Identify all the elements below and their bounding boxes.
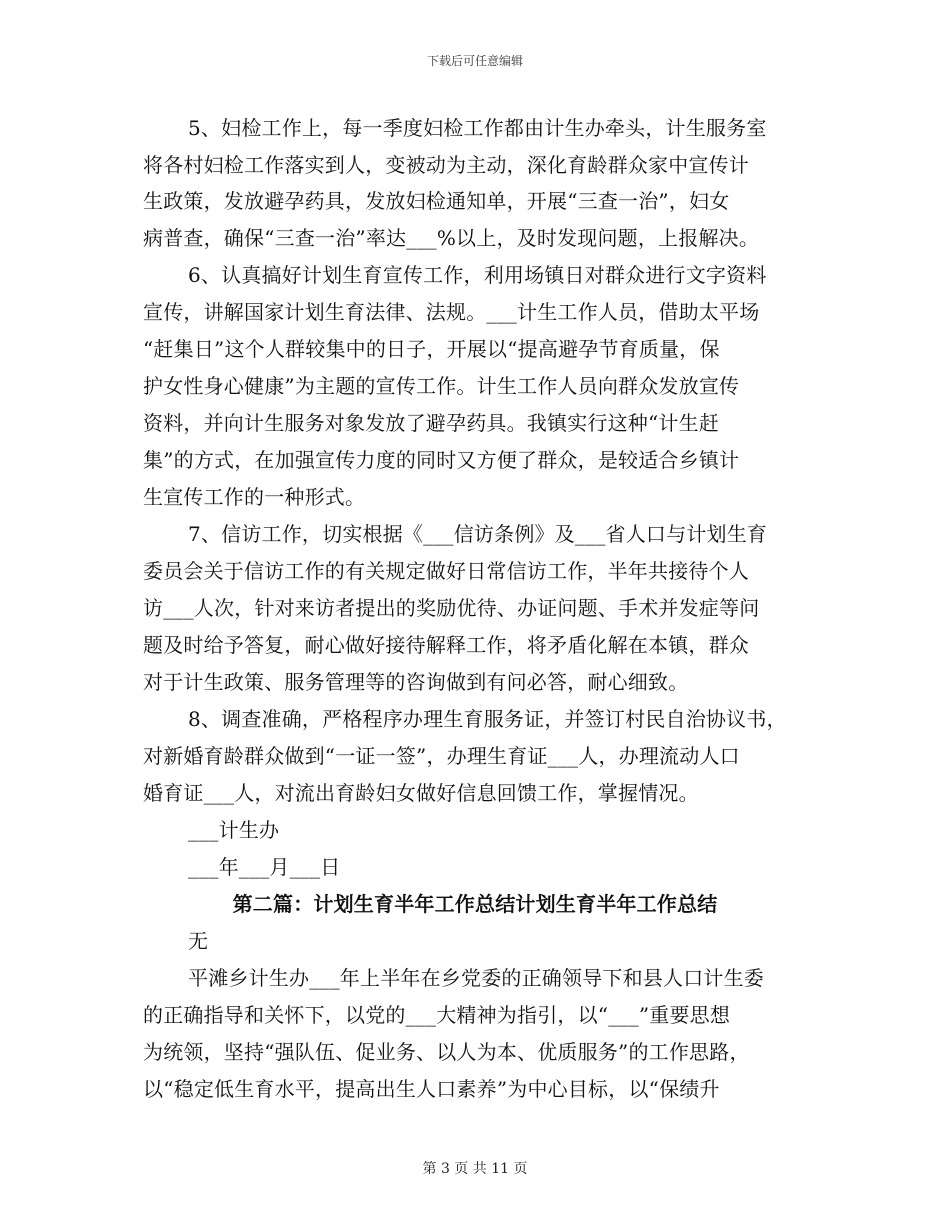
- text-line: 以“稳定低生育水平，提高出生人口素养”为中心目标，以“保绩升: [143, 1077, 720, 1101]
- text-line: 题及时给予答复，耐心做好接待解释工作，将矛盾化解在本镇，群众: [143, 633, 749, 657]
- text-line: 平滩乡计生办___年上半年在乡党委的正确领导下和县人口计生委: [188, 966, 764, 990]
- page-footer: 第 3 页 共 11 页: [422, 1161, 528, 1177]
- signature-date: ___年___月___日: [188, 855, 341, 879]
- signature-office: ___计生办: [188, 818, 280, 842]
- text-line: 护女性身心健康”为主题的宣传工作。计生工作人员向群众发放宣传: [143, 374, 740, 398]
- section-heading: 第二篇：计划生育半年工作总结计划生育半年工作总结: [232, 892, 718, 916]
- text-line: 为统领，坚持“强队伍、促业务、以人为本、优质服务”的工作思路，: [143, 1040, 750, 1064]
- text-line: 集”的方式，在加强宣传力度的同时又方便了群众，是较适合乡镇计: [143, 448, 740, 472]
- text-line: 婚育证___人，对流出育龄妇女做好信息回馈工作，掌握情况。: [143, 781, 699, 805]
- text-line: 宣传，讲解国家计划生育法律、法规。___计生工作人员，借助太平场: [143, 300, 760, 324]
- text-line: 8、调查准确，严格程序办理生育服务证，并签订村民自治协议书，: [188, 707, 787, 731]
- text-line: 7、信访工作，切实根据《___信访条例》及___省人口与计划生育: [188, 522, 768, 546]
- text-line: 访___人次，针对来访者提出的奖励优待、办证问题、手术并发症等问: [143, 596, 760, 620]
- text-line: 将各村妇检工作落实到人，变被动为主动，深化育龄群众家中宣传计: [143, 153, 749, 177]
- text-line: 无: [188, 929, 209, 953]
- text-line: 对于计生政策、服务管理等的咨询做到有问必答，耐心细致。: [143, 670, 689, 694]
- text-line: 资料，并向计生服务对象发放了避孕药具。我镇实行这种“计生赶: [143, 411, 720, 435]
- text-line: 5、妇检工作上，每一季度妇检工作都由计生办牵头，计生服务室: [188, 116, 767, 140]
- text-line: 生政策，发放避孕药具，发放妇检通知单，开展“三查一治”，妇女: [143, 189, 730, 213]
- text-line: 的正确指导和关怀下，以党的___大精神为指引，以“___”重要思想: [143, 1003, 731, 1027]
- page-header: 下载后可任意编辑: [426, 54, 523, 68]
- text-line: 6、认真搞好计划生育宣传工作，利用场镇日对群众进行文字资料: [188, 263, 767, 287]
- text-line: “赶集日”这个人群较集中的日子，开展以“提高避孕节育质量，保: [143, 337, 720, 361]
- text-line: 对新婚育龄群众做到“一证一签”，办理生育证___人，办理流动人口: [143, 744, 740, 768]
- text-line: 病普查，确保“三查一治”率达___%以上，及时发现问题，上报解决。: [143, 226, 760, 250]
- text-line: 生宣传工作的一种形式。: [143, 485, 366, 509]
- text-line: 委员会关于信访工作的有关规定做好日常信访工作，半年共接待个人: [143, 559, 749, 583]
